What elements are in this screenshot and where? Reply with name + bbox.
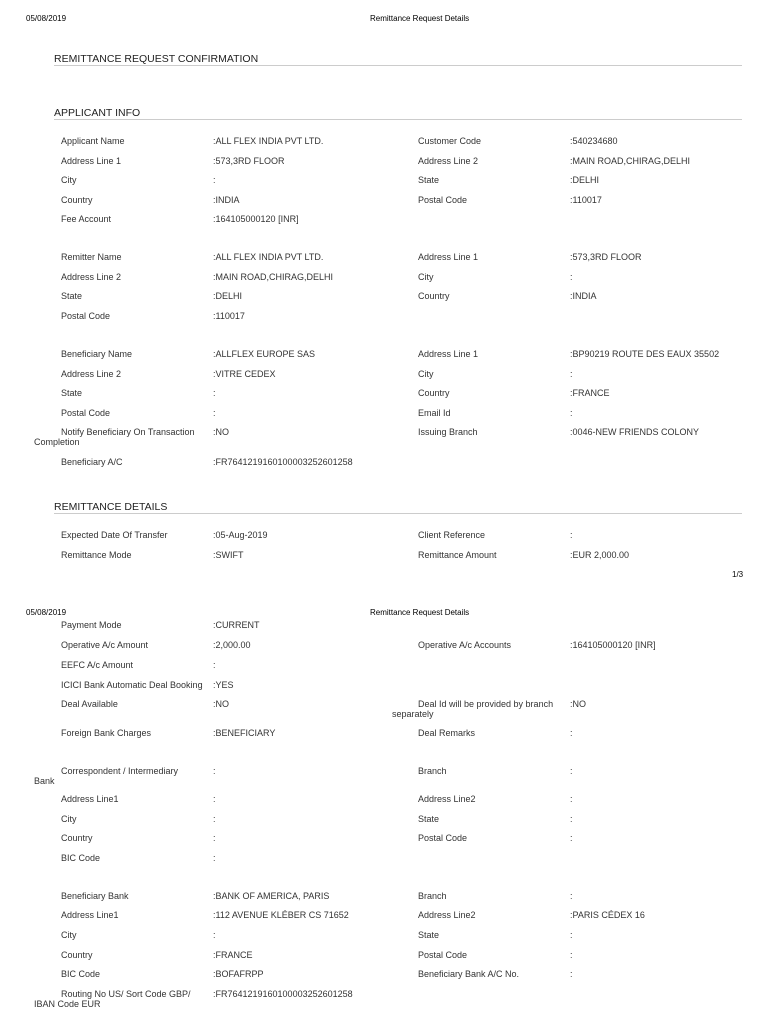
field-label: BIC Code [61, 853, 101, 863]
field-label: State [418, 175, 440, 185]
remittance-divider [54, 513, 742, 514]
field-value: :FRANCE [213, 950, 253, 960]
field-value: :FRANCE [570, 388, 610, 398]
field-value: :BOFAFRPP [213, 969, 264, 979]
applicant-divider [54, 119, 742, 120]
field-value: :05-Aug-2019 [213, 530, 268, 540]
field-value: :ALLFLEX EUROPE SAS [213, 349, 316, 359]
field-value: : [570, 969, 573, 979]
field-label: Postal Code [61, 408, 111, 418]
field-label: Applicant Name [61, 136, 125, 146]
field-value: :BANK OF AMERICA, PARIS [213, 891, 330, 901]
field-label: Customer Code [418, 136, 482, 146]
field-value: : [213, 408, 216, 418]
field-value: : [570, 891, 573, 901]
field-label: EEFC A/c Amount [61, 660, 134, 670]
field-value: :YES [213, 680, 234, 690]
field-value: :164105000120 [INR] [213, 214, 299, 224]
field-label: Deal Available [61, 699, 118, 709]
field-value: :FR7641219160100003252601258 [213, 457, 353, 467]
field-label: Remittance Amount [418, 550, 497, 560]
field-value: :SWIFT [213, 550, 244, 560]
field-value: : [213, 930, 216, 940]
field-value: : [570, 814, 573, 824]
field-label: Operative A/c Amount [61, 640, 149, 650]
applicant-info-heading: APPLICANT INFO [54, 107, 141, 119]
field-label: Address Line 2 [418, 156, 479, 166]
field-label: BIC Code [61, 969, 101, 979]
page-title: REMITTANCE REQUEST CONFIRMATION [54, 53, 259, 65]
print-date: 05/08/2019 [26, 14, 67, 23]
field-label: Deal Id will be provided by branch [418, 699, 554, 709]
field-value: :164105000120 [INR] [570, 640, 656, 650]
field-value: :573,3RD FLOOR [213, 156, 285, 166]
field-label: Branch [418, 766, 447, 776]
field-value: :ALL FLEX INDIA PVT LTD. [213, 136, 324, 146]
field-label: Notify Beneficiary On Transaction [61, 427, 195, 437]
field-value: : [570, 369, 573, 379]
remittance-details-heading: REMITTANCE DETAILS [54, 501, 168, 513]
field-label: Postal Code [418, 833, 468, 843]
field-value: :BENEFICIARY [213, 728, 276, 738]
field-label: Branch [418, 891, 447, 901]
field-value: :573,3RD FLOOR [570, 252, 642, 262]
field-value: :110017 [570, 195, 602, 205]
field-label-cont: separately [392, 709, 434, 719]
field-label: Issuing Branch [418, 427, 478, 437]
field-value: : [213, 175, 216, 185]
field-value: :NO [213, 699, 230, 709]
field-label: State [61, 291, 83, 301]
field-label: Country [61, 833, 93, 843]
field-label: Fee Account [61, 214, 112, 224]
field-value: :NO [213, 427, 230, 437]
field-label: Country [418, 388, 450, 398]
field-label: Country [418, 291, 450, 301]
field-label: Remittance Mode [61, 550, 132, 560]
field-value: : [213, 814, 216, 824]
field-label: Foreign Bank Charges [61, 728, 152, 738]
field-label: Email Id [418, 408, 451, 418]
field-label: Expected Date Of Transfer [61, 530, 168, 540]
field-label: State [418, 814, 440, 824]
field-label: Beneficiary Bank [61, 891, 129, 901]
field-label: City [61, 175, 77, 185]
field-label: Operative A/c Accounts [418, 640, 512, 650]
field-value: : [570, 408, 573, 418]
field-label: City [61, 814, 77, 824]
field-label: Postal Code [418, 195, 468, 205]
field-label-cont: Bank [34, 776, 55, 786]
field-value: : [570, 930, 573, 940]
field-label: Deal Remarks [418, 728, 476, 738]
field-value: : [213, 833, 216, 843]
title-divider [54, 65, 742, 66]
field-label: ICICI Bank Automatic Deal Booking [61, 680, 203, 690]
field-value: : [213, 766, 216, 776]
field-label: City [61, 930, 77, 940]
field-value: :VITRE CEDEX [213, 369, 276, 379]
field-label: Address Line 1 [418, 349, 479, 359]
field-value: :MAIN ROAD,CHIRAG,DELHI [213, 272, 334, 282]
field-label: Country [61, 950, 93, 960]
field-value: : [213, 794, 216, 804]
field-value: :INDIA [213, 195, 240, 205]
field-label: Address Line 1 [418, 252, 479, 262]
field-value: :110017 [213, 311, 245, 321]
field-label: Postal Code [61, 311, 111, 321]
field-label: Address Line 1 [61, 156, 122, 166]
field-value: :540234680 [570, 136, 618, 146]
field-label: City [418, 369, 434, 379]
field-value: :MAIN ROAD,CHIRAG,DELHI [570, 156, 691, 166]
field-label: Correspondent / Intermediary [61, 766, 179, 776]
field-label: Address Line2 [418, 794, 476, 804]
print-header-title-page2: Remittance Request Details [370, 608, 470, 617]
field-value: : [570, 950, 573, 960]
field-label: Address Line1 [61, 794, 119, 804]
field-value: :CURRENT [213, 620, 260, 630]
field-label: Client Reference [418, 530, 486, 540]
field-value: :DELHI [570, 175, 600, 185]
field-value: : [213, 660, 216, 670]
field-label: Beneficiary A/C [61, 457, 123, 467]
page-number: 1/3 [732, 570, 744, 579]
field-value: :112 AVENUE KLÉBER CS 71652 [213, 910, 349, 920]
field-label: Remitter Name [61, 252, 122, 262]
field-label: Address Line2 [418, 910, 476, 920]
field-label-cont: IBAN Code EUR [34, 999, 101, 1009]
field-value: : [570, 272, 573, 282]
field-label: Address Line 2 [61, 272, 122, 282]
field-value: :PARIS CÉDEX 16 [570, 910, 645, 920]
field-label: State [418, 930, 440, 940]
field-label: Postal Code [418, 950, 468, 960]
field-value: : [570, 530, 573, 540]
field-value: :ALL FLEX INDIA PVT LTD. [213, 252, 324, 262]
print-date-page2: 05/08/2019 [26, 608, 67, 617]
field-value: :DELHI [213, 291, 243, 301]
field-value: :0046-NEW FRIENDS COLONY [570, 427, 700, 437]
field-value: :BP90219 ROUTE DES EAUX 35502 [570, 349, 720, 359]
field-label: Routing No US/ Sort Code GBP/ [61, 989, 191, 999]
print-header-title: Remittance Request Details [370, 14, 470, 23]
field-value: : [570, 728, 573, 738]
field-label: Address Line 2 [61, 369, 122, 379]
field-value: :NO [570, 699, 587, 709]
field-value: :FR7641219160100003252601258 [213, 989, 353, 999]
field-value: :EUR 2,000.00 [570, 550, 630, 560]
field-value: : [570, 766, 573, 776]
field-label: Country [61, 195, 93, 205]
field-value: : [213, 388, 216, 398]
field-label: State [61, 388, 83, 398]
field-value: :INDIA [570, 291, 597, 301]
field-label-cont: Completion [34, 437, 80, 447]
field-value: : [570, 794, 573, 804]
field-label: City [418, 272, 434, 282]
field-label: Beneficiary Bank A/C No. [418, 969, 520, 979]
field-value: : [570, 833, 573, 843]
field-value: :2,000.00 [213, 640, 251, 650]
field-label: Payment Mode [61, 620, 122, 630]
field-label: Address Line1 [61, 910, 119, 920]
field-value: : [213, 853, 216, 863]
field-label: Beneficiary Name [61, 349, 133, 359]
